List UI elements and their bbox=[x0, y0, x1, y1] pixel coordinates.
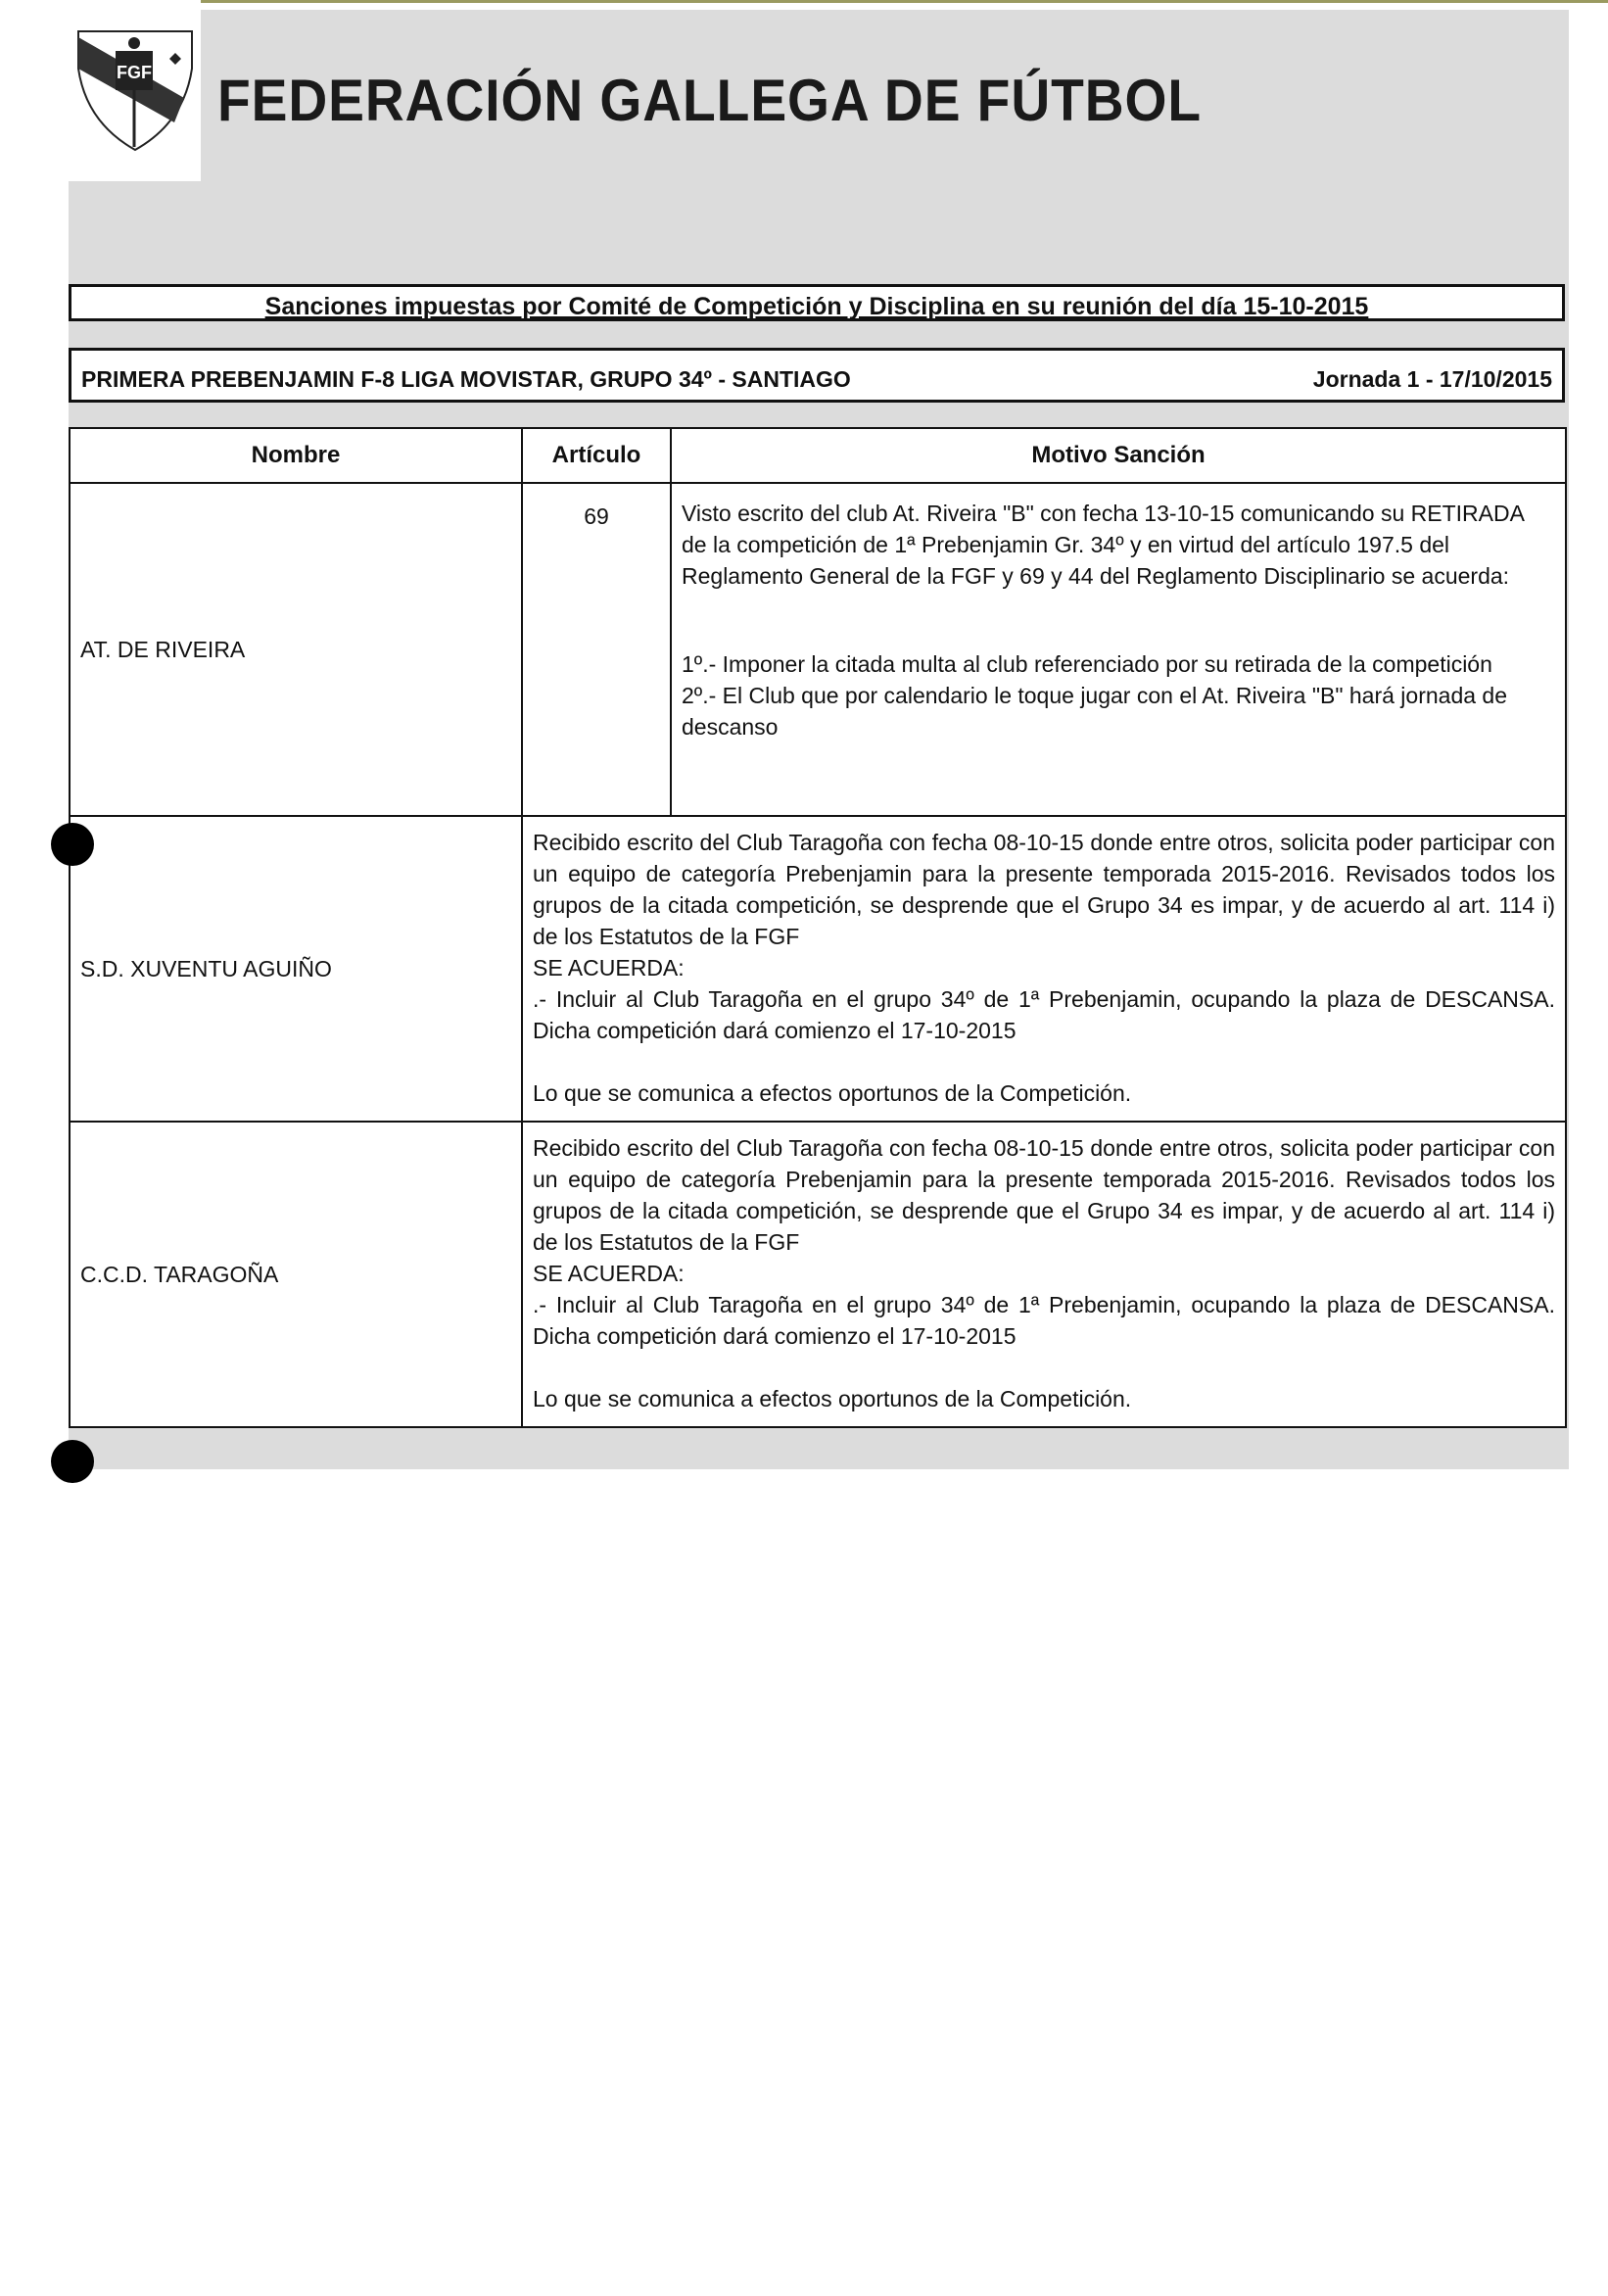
row-motivo bbox=[522, 816, 1566, 1122]
motivo-paragraph: Lo que se comunica a efectos oportunos de la Competición. bbox=[533, 1080, 1132, 1106]
motivo-paragraph: Lo que se comunica a efectos oportunos de la Competición. bbox=[533, 1386, 1132, 1411]
motivo-paragraph: SE ACUERDA: bbox=[533, 955, 685, 981]
motivo-paragraph: 1º.- Imponer la citada multa al club referenciado por su retirada de la competición bbox=[682, 651, 1492, 677]
table-row bbox=[70, 1122, 1566, 1427]
motivo-paragraph: Recibido escrito del Club Taragoña con fecha 08-10-15 donde entre otros, solicita poder participar con un equipo de categoría Prebenjamin para la presente temporada 2015-2016. Revisados todos los grupos de la citada competición, se desprende que el Grupo 34 es impar, y de acuerdo al art. 114 i) de los Estatutos de la FGF bbox=[533, 1135, 1555, 1255]
jornada-label: Jornada 1 - 17/10/2015 bbox=[1312, 366, 1552, 392]
fgf-shield-logo bbox=[76, 29, 194, 152]
header-nombre: Nombre bbox=[70, 428, 522, 483]
table-header bbox=[70, 428, 1566, 483]
header-articulo: Artículo bbox=[522, 428, 671, 483]
row-motivo bbox=[671, 483, 1566, 816]
sanctions-banner: Sanciones impuestas por Comité de Competición y Disciplina en su reunión del día 15-10-2015 bbox=[69, 284, 1565, 321]
row-nombre: S.D. XUVENTU AGUIÑO bbox=[70, 816, 522, 1122]
punch-hole-mark bbox=[51, 1440, 94, 1483]
competition-name: PRIMERA PREBENJAMIN F-8 LIGA MOVISTAR, GRUPO 34º - SANTIAGO bbox=[81, 366, 851, 392]
header-motivo: Motivo Sanción bbox=[671, 428, 1566, 483]
row-motivo bbox=[522, 1122, 1566, 1427]
row-nombre: C.C.D. TARAGOÑA bbox=[70, 1122, 522, 1427]
row-nombre: AT. DE RIVEIRA bbox=[70, 483, 522, 816]
sanctions-table bbox=[69, 427, 1567, 1428]
punch-hole-mark bbox=[51, 823, 94, 866]
table-row bbox=[70, 483, 1566, 816]
competition-bar bbox=[69, 348, 1565, 403]
motivo-paragraph: Visto escrito del club At. Riveira "B" con fecha 13-10-15 comunicando su RETIRADA de la competición de 1ª Prebenjamin Gr. 34º y en virtud del artículo 197.5 del Reglamento General de la FGF y 69 y 44 del Reglamento Disciplinario se acuerda: bbox=[682, 501, 1524, 589]
motivo-paragraph: 2º.- El Club que por calendario le toque jugar con el At. Riveira "B" hará jornada de descanso bbox=[682, 683, 1508, 740]
motivo-paragraph: .- Incluir al Club Taragoña en el grupo 34º de 1ª Prebenjamin, ocupando la plaza de DESCANSA. Dicha competición dará comienzo el 17-10-2015 bbox=[533, 986, 1555, 1043]
scan-edge-line bbox=[0, 0, 1608, 3]
table-row bbox=[70, 816, 1566, 1122]
row-articulo: 69 bbox=[522, 483, 671, 816]
motivo-paragraph: .- Incluir al Club Taragoña en el grupo 34º de 1ª Prebenjamin, ocupando la plaza de DESCANSA. Dicha competición dará comienzo el 17-10-2015 bbox=[533, 1292, 1555, 1349]
logo-text: FGF bbox=[117, 63, 152, 82]
motivo-paragraph: Recibido escrito del Club Taragoña con fecha 08-10-15 donde entre otros, solicita poder participar con un equipo de categoría Prebenjamin para la presente temporada 2015-2016. Revisados todos los grupos de la citada competición, se desprende que el Grupo 34 es impar, y de acuerdo al art. 114 i) de los Estatutos de la FGF bbox=[533, 830, 1555, 949]
motivo-paragraph: SE ACUERDA: bbox=[533, 1261, 685, 1286]
federation-title: FEDERACIÓN GALLEGA DE FÚTBOL bbox=[217, 68, 1203, 133]
